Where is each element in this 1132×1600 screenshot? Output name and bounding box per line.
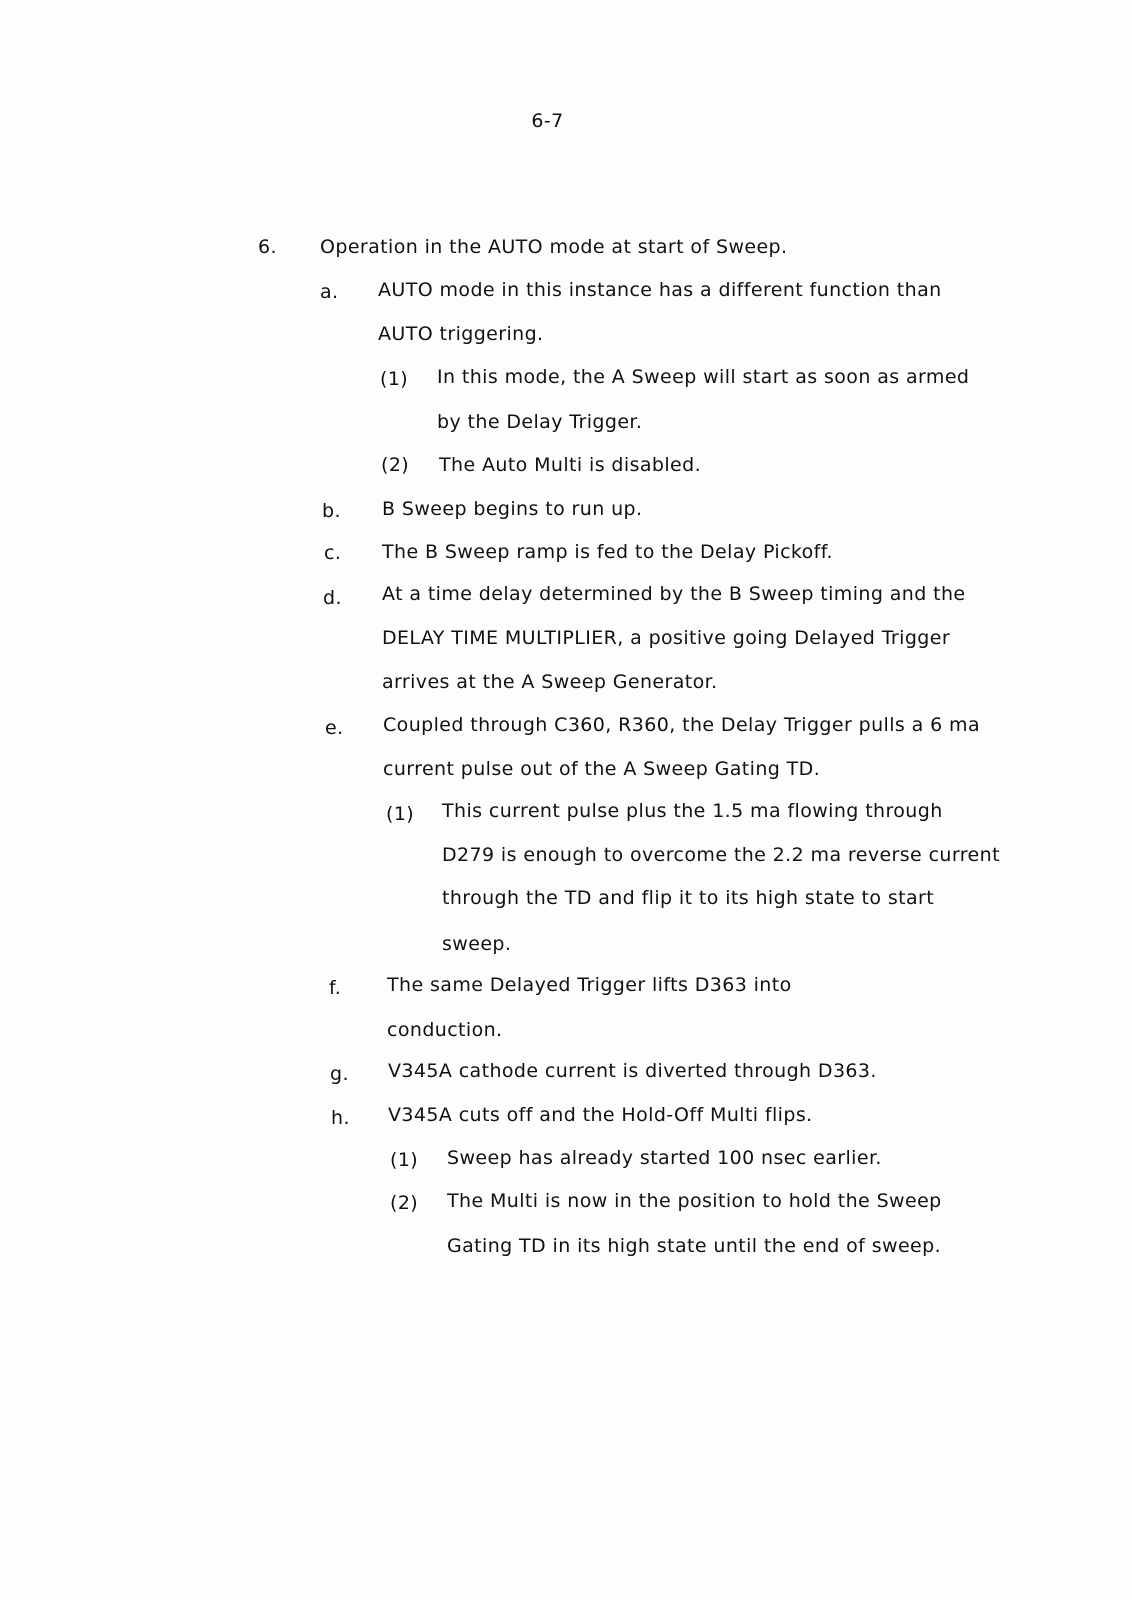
item-h2-marker: (2) <box>390 1192 419 1214</box>
item-b-marker: b. <box>322 500 341 522</box>
item-c-line-1: The B Sweep ramp is fed to the Delay Pickoff. <box>382 541 833 563</box>
item-d-line-1: At a time delay determined by the B Sweep timing and the <box>382 583 966 605</box>
page-number: 6-7 <box>531 110 564 132</box>
item-e-marker: e. <box>325 717 344 739</box>
item-g-marker: g. <box>330 1063 349 1085</box>
item-e1-line-1: This current pulse plus the 1.5 ma flowing through <box>442 800 943 822</box>
item-d-line-3: arrives at the A Sweep Generator. <box>382 671 718 693</box>
item-a-marker: a. <box>320 281 339 303</box>
item-f-marker: f. <box>329 977 342 999</box>
item-h1-line-1: Sweep has already started 100 nsec earlier. <box>447 1147 882 1169</box>
item-a2-marker: (2) <box>381 454 410 476</box>
item-d-line-2: DELAY TIME MULTIPLIER, a positive going Delayed Trigger <box>382 627 951 649</box>
item-a1-marker: (1) <box>380 368 409 390</box>
item-a2-line-1: The Auto Multi is disabled. <box>439 454 702 476</box>
item-f-line-1: The same Delayed Trigger lifts D363 into <box>387 974 792 996</box>
item-e1-line-4: sweep. <box>442 933 512 955</box>
item-d-marker: d. <box>323 587 342 609</box>
item-h2-line-2: Gating TD in its high state until the end of sweep. <box>447 1235 942 1257</box>
item-f-line-2: conduction. <box>387 1019 503 1041</box>
item-e1-line-2: D279 is enough to overcome the 2.2 ma reverse current <box>442 844 1000 866</box>
item-a1-line-2: by the Delay Trigger. <box>437 411 643 433</box>
item-6-marker: 6. <box>258 236 277 258</box>
item-h2-line-1: The Multi is now in the position to hold the Sweep <box>447 1190 942 1212</box>
item-6-heading: Operation in the AUTO mode at start of Sweep. <box>320 236 788 258</box>
item-h-marker: h. <box>331 1107 350 1129</box>
item-h-line-1: V345A cuts off and the Hold-Off Multi flips. <box>388 1104 813 1126</box>
item-e1-line-3: through the TD and flip it to its high state to start <box>442 887 935 909</box>
item-b-line-1: B Sweep begins to run up. <box>382 498 643 520</box>
item-e1-marker: (1) <box>386 803 415 825</box>
item-h1-marker: (1) <box>390 1149 419 1171</box>
item-g-line-1: V345A cathode current is diverted through D363. <box>388 1060 877 1082</box>
item-a-line-2: AUTO triggering. <box>378 323 544 345</box>
item-a-line-1: AUTO mode in this instance has a different function than <box>378 279 942 301</box>
item-e-line-2: current pulse out of the A Sweep Gating TD. <box>383 758 821 780</box>
item-e-line-1: Coupled through C360, R360, the Delay Trigger pulls a 6 ma <box>383 714 980 736</box>
item-a1-line-1: In this mode, the A Sweep will start as soon as armed <box>437 366 970 388</box>
item-c-marker: c. <box>324 542 342 564</box>
